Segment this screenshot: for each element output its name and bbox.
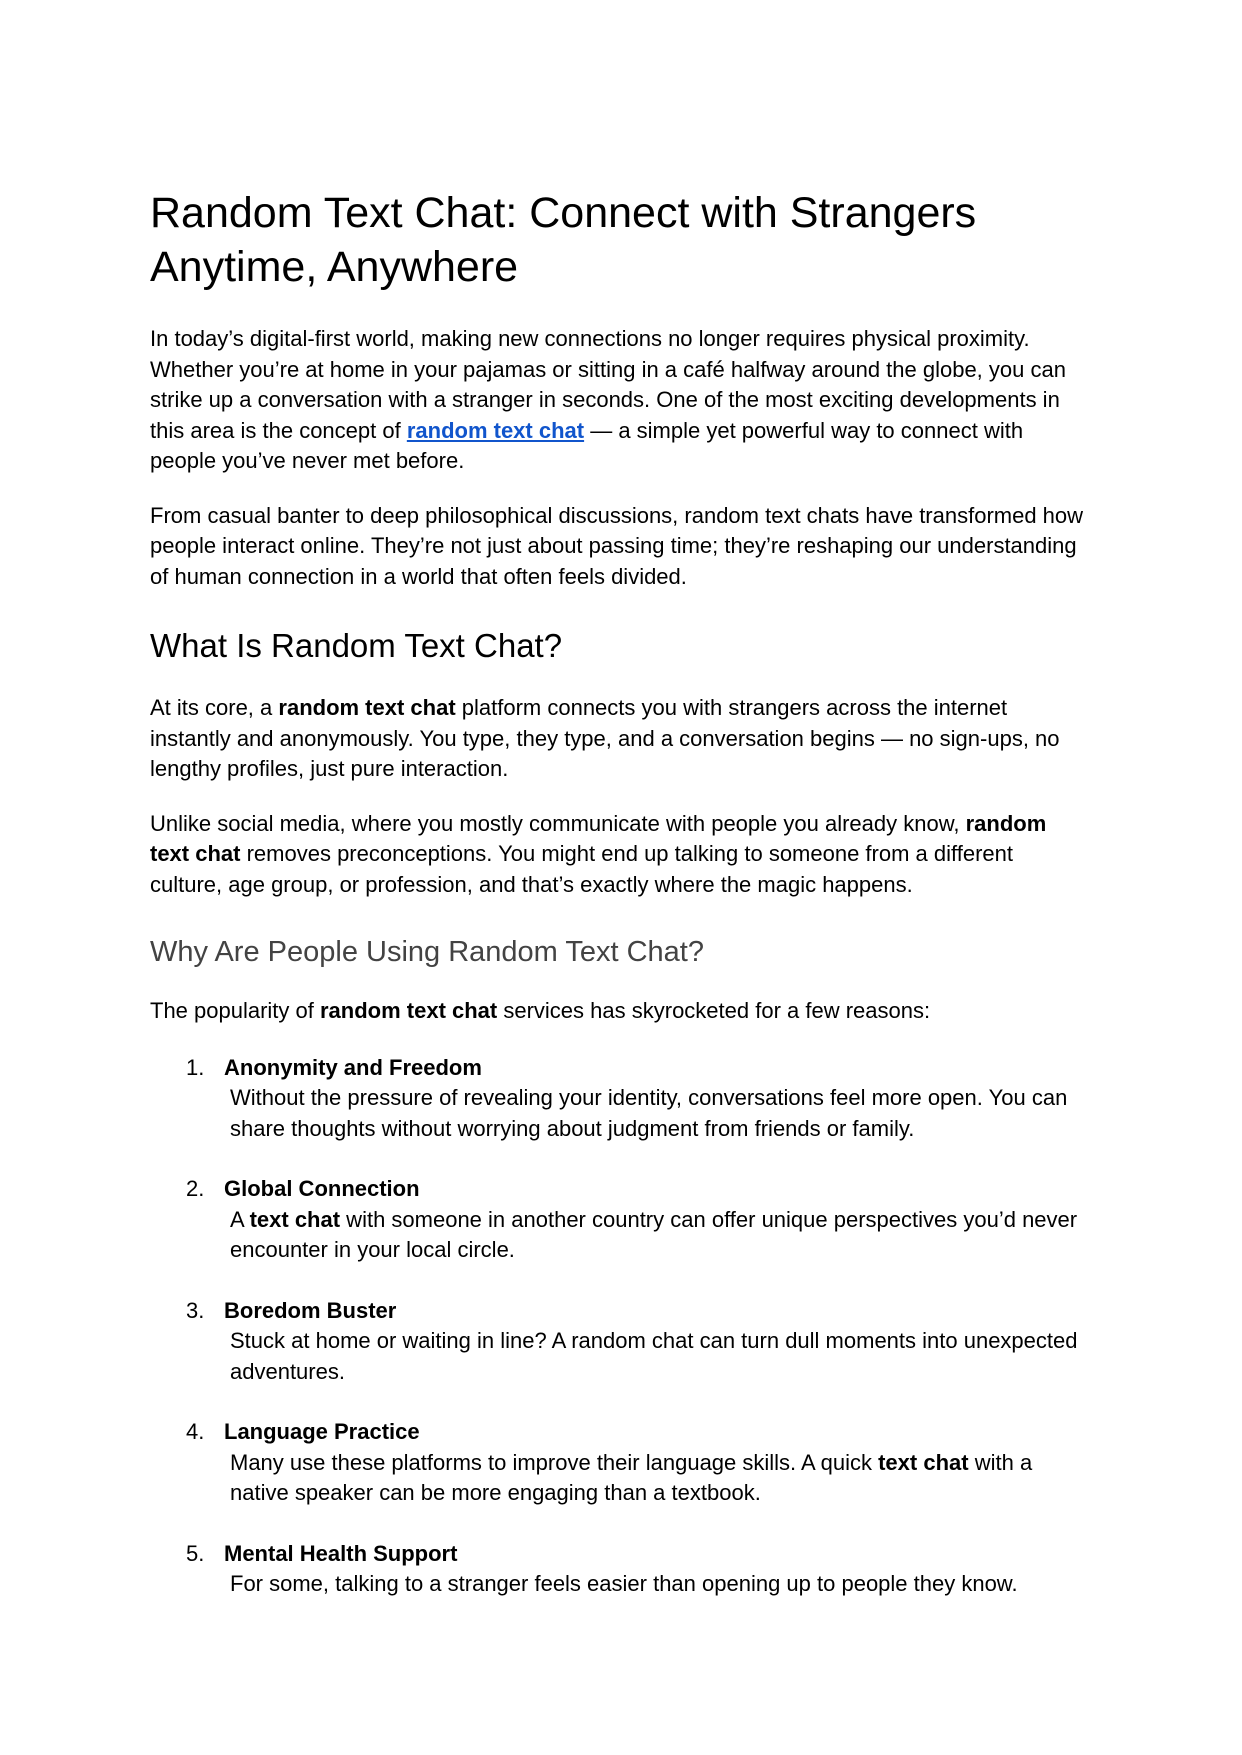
list-item: [150, 1417, 1090, 1509]
list-item-description: [224, 1205, 1090, 1266]
bold-term: text chat: [249, 1206, 341, 1232]
list-item-number: 1.: [186, 1054, 205, 1080]
list-item: [150, 1053, 1090, 1145]
document-page: [150, 186, 1090, 1630]
what-is-paragraph-1: [150, 693, 1090, 785]
random-text-chat-link[interactable]: random text chat: [406, 417, 585, 443]
list-item-title: Boredom Buster: [224, 1297, 397, 1323]
text-run: Many use these platforms to improve their language skills. A quick: [230, 1449, 879, 1475]
text-run: The popularity of: [150, 998, 320, 1023]
text-run: platform connects you with strangers across the internet instantly and anonymously. You type, they type, and a conversation begins — no sign-ups, no lengthy profiles, just pure interaction.: [150, 695, 1060, 781]
section-heading-what-is: What Is Random Text Chat?: [150, 627, 563, 664]
bold-term: random text chat: [278, 695, 456, 720]
text-run: For some, talking to a stranger feels easier than opening up to people they know.: [230, 1571, 1018, 1596]
bold-term: text chat: [878, 1449, 969, 1475]
text-run: At its core, a: [150, 695, 279, 720]
list-item-title: Language Practice: [224, 1419, 420, 1444]
list-item-title: Mental Health Support: [224, 1540, 458, 1566]
what-is-paragraph-2: [150, 809, 1090, 901]
list-item-description: [224, 1569, 1090, 1600]
list-item-number: 3.: [186, 1297, 205, 1323]
bold-term: random text chat: [319, 998, 498, 1023]
intro-paragraph-2: From casual banter to deep philosophical discussions, random text chats have transformed how people interact online. They’re not just about passing time; they’re reshaping our understanding of human connection in a world that often feels divided.: [150, 502, 1084, 589]
list-item: [150, 1296, 1090, 1388]
intro-paragraph-1: [150, 324, 1090, 477]
text-run: Without the pressure of revealing your identity, conversations feel more open. You can share thoughts without worrying about judgment from friends or family.: [230, 1085, 1068, 1141]
text-run: Stuck at home or waiting in line? A random chat can turn dull moments into unexpected adventures.: [230, 1328, 1078, 1384]
list-item-title: Global Connection: [224, 1176, 420, 1201]
intro-p1-text-after: — a simple yet powerful way to connect with people you’ve never met before.: [150, 417, 1024, 473]
section-heading-why: Why Are People Using Random Text Chat?: [150, 936, 704, 968]
text-run: A: [230, 1206, 250, 1232]
list-item: [150, 1539, 1090, 1600]
bold-term: random text chat: [150, 810, 1047, 866]
page-title: Random Text Chat: Connect with Strangers Anytime, Anywhere: [150, 189, 977, 291]
list-item-title: Anonymity and Freedom: [224, 1054, 482, 1080]
list-item-description: [224, 1326, 1090, 1387]
list-item-number: 2.: [186, 1176, 205, 1201]
text-run: with someone in another country can offer unique perspectives you’d never encounter in your local circle.: [230, 1206, 1078, 1262]
list-item-description: [224, 1083, 1090, 1144]
text-run: removes preconceptions. You might end up talking to someone from a different culture, age group, or profession, and that’s exactly where the magic happens.: [150, 841, 1013, 897]
text-run: with a native speaker can be more engaging than a textbook.: [230, 1449, 1033, 1505]
reasons-list: [150, 1053, 1090, 1600]
list-item-number: 5.: [186, 1540, 205, 1566]
list-item: [150, 1174, 1090, 1266]
list-item-number: 4.: [186, 1419, 205, 1444]
text-run: services has skyrocketed for a few reasons:: [497, 998, 931, 1023]
why-intro-paragraph: [150, 996, 1090, 1027]
list-item-description: [224, 1448, 1090, 1509]
intro-p1-text-before: In today’s digital-first world, making new connections no longer requires physical proximity. Whether you’re at home in your pajamas or sitting in a café halfway around the globe, you can strike up a conversation with a stranger in seconds. One of the most exciting developments in this area is the concept of: [150, 326, 1066, 443]
text-run: Unlike social media, where you mostly communicate with people you already know,: [150, 810, 966, 836]
